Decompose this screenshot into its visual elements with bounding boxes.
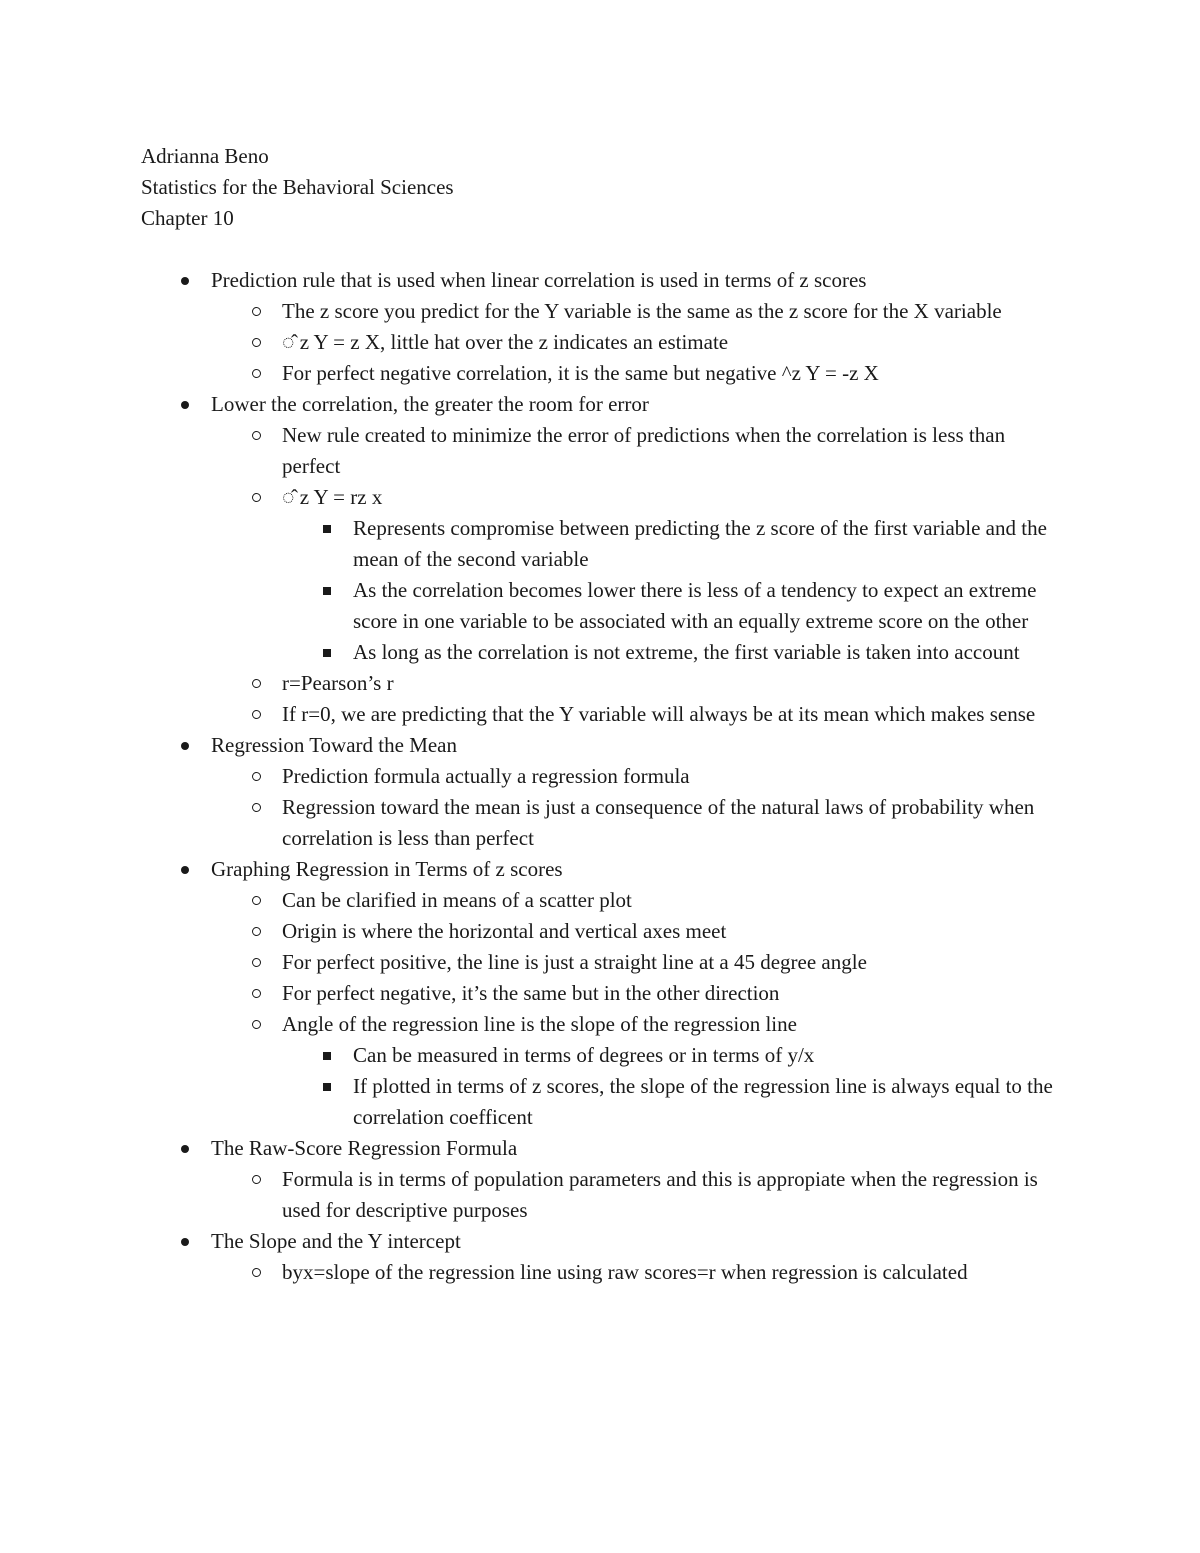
list-item-text: Prediction rule that is used when linear correlation is used in terms of z scores xyxy=(211,268,867,292)
list-item xyxy=(0,420,1067,482)
list-item xyxy=(0,1071,1068,1133)
bullet-list-level-2 xyxy=(211,420,1061,730)
list-item xyxy=(0,978,1067,1009)
list-item-text: r=Pearson’s r xyxy=(282,671,394,695)
sq-bullet-icon xyxy=(323,649,331,657)
bullet-list-level-2 xyxy=(211,1257,1061,1288)
list-item xyxy=(0,761,1067,792)
list-item-text: The z score you predict for the Y variable is the same as the z score for the X variable xyxy=(282,299,1002,323)
bullet-marker xyxy=(319,575,335,606)
list-item-text: The Raw-Score Regression Formula xyxy=(211,1136,518,1160)
list-item xyxy=(0,885,1067,916)
bullet-marker xyxy=(177,1226,193,1257)
bullet-marker xyxy=(248,792,264,823)
list-item xyxy=(0,730,1061,854)
list-item-text: As long as the correlation is not extreme, the first variable is taken into account xyxy=(353,640,1020,664)
dot-bullet-icon xyxy=(181,277,189,285)
bullet-marker xyxy=(248,420,264,451)
bullet-marker xyxy=(248,1009,264,1040)
list-item xyxy=(0,916,1067,947)
sq-bullet-icon xyxy=(323,1083,331,1091)
list-item xyxy=(0,668,1067,699)
bullet-marker xyxy=(248,947,264,978)
ring-bullet-icon xyxy=(252,369,261,378)
list-item xyxy=(0,358,1067,389)
ring-bullet-icon xyxy=(252,493,261,502)
sq-bullet-icon xyxy=(323,1052,331,1060)
document-header xyxy=(141,141,454,234)
list-item xyxy=(0,1133,1061,1226)
list-item-text: ◌̂ z Y = rz x xyxy=(282,485,383,509)
list-item-text: If r=0, we are predicting that the Y variable will always be at its mean which makes sense xyxy=(282,702,1036,726)
list-item-text: Regression Toward the Mean xyxy=(211,733,458,757)
bullet-list-level-2 xyxy=(211,1164,1061,1226)
list-item xyxy=(0,482,1067,668)
ring-bullet-icon xyxy=(252,679,261,688)
bullet-marker xyxy=(319,513,335,544)
list-item xyxy=(0,854,1061,1133)
list-item xyxy=(0,1009,1067,1133)
dot-bullet-icon xyxy=(181,1238,189,1246)
chapter-title: Chapter 10 xyxy=(141,206,234,230)
list-item xyxy=(0,637,1068,668)
sq-bullet-icon xyxy=(323,587,331,595)
ring-bullet-icon xyxy=(252,431,261,440)
bullet-marker xyxy=(248,358,264,389)
bullet-marker xyxy=(248,668,264,699)
list-item-text: As the correlation becomes lower there is less of a tendency to expect an extreme score in one variable to be associated with an equally extreme score on the other xyxy=(353,578,1037,633)
list-item xyxy=(0,1226,1061,1288)
dot-bullet-icon xyxy=(181,866,189,874)
list-item xyxy=(0,947,1067,978)
list-item xyxy=(0,1040,1068,1071)
bullet-marker xyxy=(248,296,264,327)
list-item-text: Graphing Regression in Terms of z scores xyxy=(211,857,563,881)
bullet-list-level-1 xyxy=(0,265,1200,1288)
bullet-list-level-2 xyxy=(211,761,1061,854)
list-item-text: The Slope and the Y intercept xyxy=(211,1229,461,1253)
list-item-text: Can be clarified in means of a scatter plot xyxy=(282,888,632,912)
bullet-marker xyxy=(177,389,193,420)
ring-bullet-icon xyxy=(252,896,261,905)
bullet-marker xyxy=(248,327,264,358)
list-item-text: For perfect positive, the line is just a straight line at a 45 degree angle xyxy=(282,950,867,974)
bullet-marker xyxy=(177,730,193,761)
bullet-marker xyxy=(319,637,335,668)
bullet-marker xyxy=(248,699,264,730)
bullet-marker xyxy=(248,482,264,513)
list-item xyxy=(0,1257,1067,1288)
list-item-text: For perfect negative, it’s the same but in the other direction xyxy=(282,981,780,1005)
bullet-marker xyxy=(248,885,264,916)
list-item-text: Represents compromise between predicting the z score of the first variable and the mean of the second variable xyxy=(353,516,1047,571)
ring-bullet-icon xyxy=(252,307,261,316)
list-item xyxy=(0,1164,1067,1226)
list-item-text: Angle of the regression line is the slope of the regression line xyxy=(282,1012,797,1036)
list-item xyxy=(0,513,1068,575)
bullet-marker xyxy=(248,978,264,1009)
list-item-text: Origin is where the horizontal and vertical axes meet xyxy=(282,919,727,943)
list-item-text: New rule created to minimize the error of predictions when the correlation is less than perfect xyxy=(282,423,1006,478)
bullet-list-level-3 xyxy=(282,1040,1067,1133)
list-item xyxy=(0,327,1067,358)
ring-bullet-icon xyxy=(252,338,261,347)
bullet-marker xyxy=(248,761,264,792)
ring-bullet-icon xyxy=(252,958,261,967)
list-item-text: Formula is in terms of population parameters and this is appropiate when the regression is used for descriptive purposes xyxy=(282,1167,1038,1222)
author-name: Adrianna Beno xyxy=(141,144,269,168)
course-title: Statistics for the Behavioral Sciences xyxy=(141,175,454,199)
dot-bullet-icon xyxy=(181,1145,189,1153)
bullet-marker xyxy=(177,1133,193,1164)
bullet-marker xyxy=(319,1071,335,1102)
ring-bullet-icon xyxy=(252,772,261,781)
bullet-list-level-3 xyxy=(282,513,1067,668)
list-item-text: For perfect negative correlation, it is the same but negative ^z Y = -z X xyxy=(282,361,879,385)
list-item-text: ◌̂ z Y = z X, little hat over the z indicates an estimate xyxy=(282,330,729,354)
list-item-text: Can be measured in terms of degrees or in terms of y/x xyxy=(353,1043,815,1067)
bullet-marker xyxy=(248,1164,264,1195)
list-item-text: Lower the correlation, the greater the room for error xyxy=(211,392,649,416)
sq-bullet-icon xyxy=(323,525,331,533)
bullet-list-level-2 xyxy=(211,885,1061,1133)
list-item-text: Regression toward the mean is just a consequence of the natural laws of probability when correlation is less than perfect xyxy=(282,795,1035,850)
ring-bullet-icon xyxy=(252,927,261,936)
ring-bullet-icon xyxy=(252,803,261,812)
ring-bullet-icon xyxy=(252,1268,261,1277)
ring-bullet-icon xyxy=(252,1175,261,1184)
bullet-marker xyxy=(319,1040,335,1071)
list-item xyxy=(0,296,1067,327)
bullet-marker xyxy=(177,265,193,296)
dot-bullet-icon xyxy=(181,742,189,750)
list-item xyxy=(0,699,1067,730)
list-item-text: If plotted in terms of z scores, the slope of the regression line is always equal to the correlation coefficent xyxy=(353,1074,1053,1129)
list-item-text: Prediction formula actually a regression formula xyxy=(282,764,690,788)
dot-bullet-icon xyxy=(181,401,189,409)
list-item xyxy=(0,389,1061,730)
list-item xyxy=(0,792,1067,854)
notes-outline xyxy=(0,265,1200,1288)
ring-bullet-icon xyxy=(252,989,261,998)
list-item xyxy=(0,575,1068,637)
ring-bullet-icon xyxy=(252,710,261,719)
bullet-marker xyxy=(177,854,193,885)
bullet-marker xyxy=(248,916,264,947)
bullet-list-level-2 xyxy=(211,296,1061,389)
list-item-text: byx=slope of the regression line using raw scores=r when regression is calculated xyxy=(282,1260,968,1284)
bullet-marker xyxy=(248,1257,264,1288)
ring-bullet-icon xyxy=(252,1020,261,1029)
list-item xyxy=(0,265,1061,389)
